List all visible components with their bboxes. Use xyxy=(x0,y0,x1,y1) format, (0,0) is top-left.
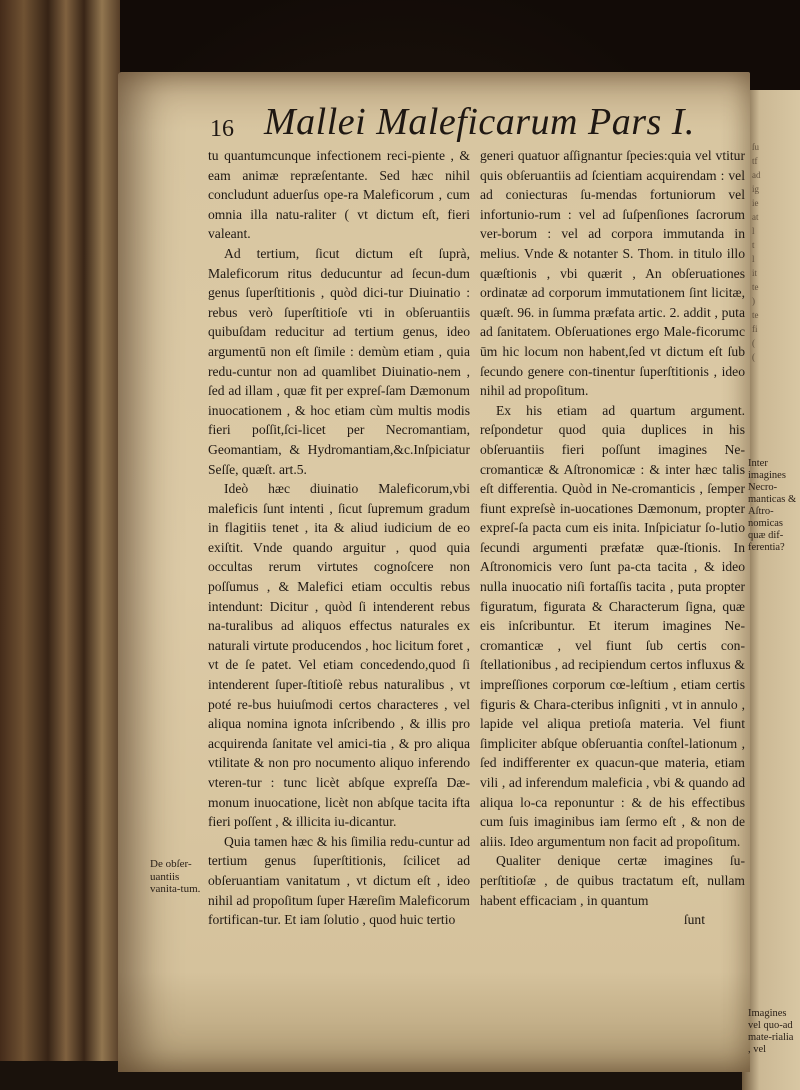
right-paragraph-3: Qualiter denique certæ imagines ſu-perſtitioſæ , de quibus tractatum eſt, nullam habent efficaciam , in quantum xyxy=(480,853,745,908)
left-paragraph-2: Ad tertium, ſicut dictum eſt ſuprà, Maleficorum ritus deducuntur ad ſecun-dum genus ſuperſtitionis , quòd dici-tur Diuinatio : rebus verò ſuperſtitioſe vti in obſeruantiis quibuſdam reducitur ad tertium genus, ideo argumentū non eſt ſimile : demùm etiam , quia redu-cuntur non ad quamlibet Diuinatio-nem , ſed ad illam , quæ fit per expreſ-ſam Dæmonum inuocationem , & hoc etiam cùm multis modis fieri poſſit,ſci-licet per Necromantiam, Geomantiam, & Hydromantiam,&c.Inſpiciatur Seſſe, quæſt. art.5. xyxy=(208,245,470,477)
left-paragraph-3: Ideò hæc diuinatio Maleficorum,vbi maleficis ſunt intenti , ſicut ſupremum gradum in flagitiis tenet , ita & aliud iudicium de eo exiſtit. Vnde quando arguitur , quod quia occultas rerum virtutes cognoſcere non poſſumus , & Malefici etiam occultis rebus intendunt: Dicitur , quòd ſi intenderent rebus na-turalibus ad aliquos effectus naturales ex naturali virtute producendos , hoc licitum foret , vt de ſe patet. Vel etiam concedendo,quod ſi intenderent ſuper-ſtitioſè rebus naturalibus , vt poté re-bus huiuſmodi certos characteres , vel aliqua nomina ignota inſcribendo , & illis pro acquirenda ſanitate vel amici-tia , & pro aliqua vtilitate & non pro nocumento aliquo inferendo vteren-tur : tunc licèt abſque expreſſa Dæ-monum inuocatione, licèt non abſque tacita ifta fieri poſſent , & illicita iu-dicantur. xyxy=(208,481,470,830)
adjacent-page-text: ſu tf ad ig ie at l t l it te ) te fi ( ( xyxy=(752,142,761,362)
margin-note-left: De obſer-uantiis vanita-tum. xyxy=(150,858,201,895)
margin-note-right-1: Inter imagines Necro-manticas & Aſtro-nomicas quæ dif-ferentia? xyxy=(748,458,797,553)
page-number: 16 xyxy=(210,116,234,142)
catchword: ſunt xyxy=(683,912,705,928)
margin-note-right-2: Imagines vel quo-ad mate-rialia , vel xyxy=(748,1008,794,1055)
left-paragraph-1: tu quantumcunque infectionem reci-piente , & eam animæ repræſentante. Sed hæc nihil concludunt aduerſus ope-ra Maleficorum , cum omnia illa natu-raliter ( vt dictum eſt, fieri valeant. xyxy=(208,148,470,242)
page-header xyxy=(200,100,720,142)
left-paragraph-4: Quia tamen hæc & his ſimilia redu-cuntur ad tertium genus ſuperſtitionis, ſcilicet ad obſeruantiam vanitatum , vt dictum eſt , ideo nihil ad propoſitum ſuper Hæreſim Maleficorum fortifican-tur. Et iam ſolutio , quod huic tertio xyxy=(208,833,470,928)
left-column xyxy=(208,146,470,930)
book-edge-left xyxy=(0,0,120,1061)
right-column xyxy=(480,146,745,930)
right-paragraph-2: Ex his etiam ad quartum argument. reſpondetur quod quia duplices in his obſeruantiis fieri poſſunt imagines Ne-cromanticæ & Aſtronomicæ : & inter hæc talis eſt differentia. Quòd in Ne-cromanticis , ſemper fiunt expreſsè in-uocationes Dæmonum, propter expreſ-ſa pacta cum eis inita. Inſpiciatur ſo-lutio ſecundi argumenti præfatæ quæ-ſtionis. In Aſtronomicis vero ſunt pa-cta tacita , & ideo nulla inuocatio niſi fortaſſis tacita , puta propter figuratum, figurata & Characterum ſigna, quæ eis inſcribuntur. Et iterum imagines Ne-cromanticæ , vel fiunt ſub certis con-ſtellationibus , ad recipiendum certos influxus & impreſſiones corporum cœ-leſtium , etiam certis figuris & Chara-cteribus inſigniti , vt in annulo , lapide vel aliqua pretioſa materia. Vel fiunt ſimpliciter abſque obſeruantia conſtel-lationum , ſed indifferenter ex quacun-que materia, etiam vili , ad inferendum maleficia , vbi & quando ad aliqua lo-ca reponuntur : & de his effectibus cum ſuis imaginibus iam ſermo eſt , & non de aliis. Ideo argumentum non facit ad propoſitum. xyxy=(480,402,745,849)
running-title: Mallei Maleficarum Pars I. xyxy=(264,101,695,143)
right-paragraph-1: generi quatuor aſſignantur ſpecies:quia vel vtitur quis obſeruantiis ad ſcientiam acquirendam : vel ad coniecturas ſu-mendas fortuniorum vel infortunio-rum : vel ad ſuſpenſiones ſacrorum ver-borum : vel ad corpora immutanda in melius. Vnde & notanter S. Thom. in titulo illo quæſtionis , vbi quærit , An obſeruationes ordinatæ ad corporum immutationem ſint licitæ, quæſt. 96. in ſumma præfata artic. 2. addit , puta ad ſanitatem. Obſeruationes ergo Male-ficorumc ūm hic locum non habent,ſed vt dictum eſt ſub ſecundo genere con-tinentur ſuperſtitionis , ideo nihil ad propoſitum. xyxy=(480,148,745,399)
